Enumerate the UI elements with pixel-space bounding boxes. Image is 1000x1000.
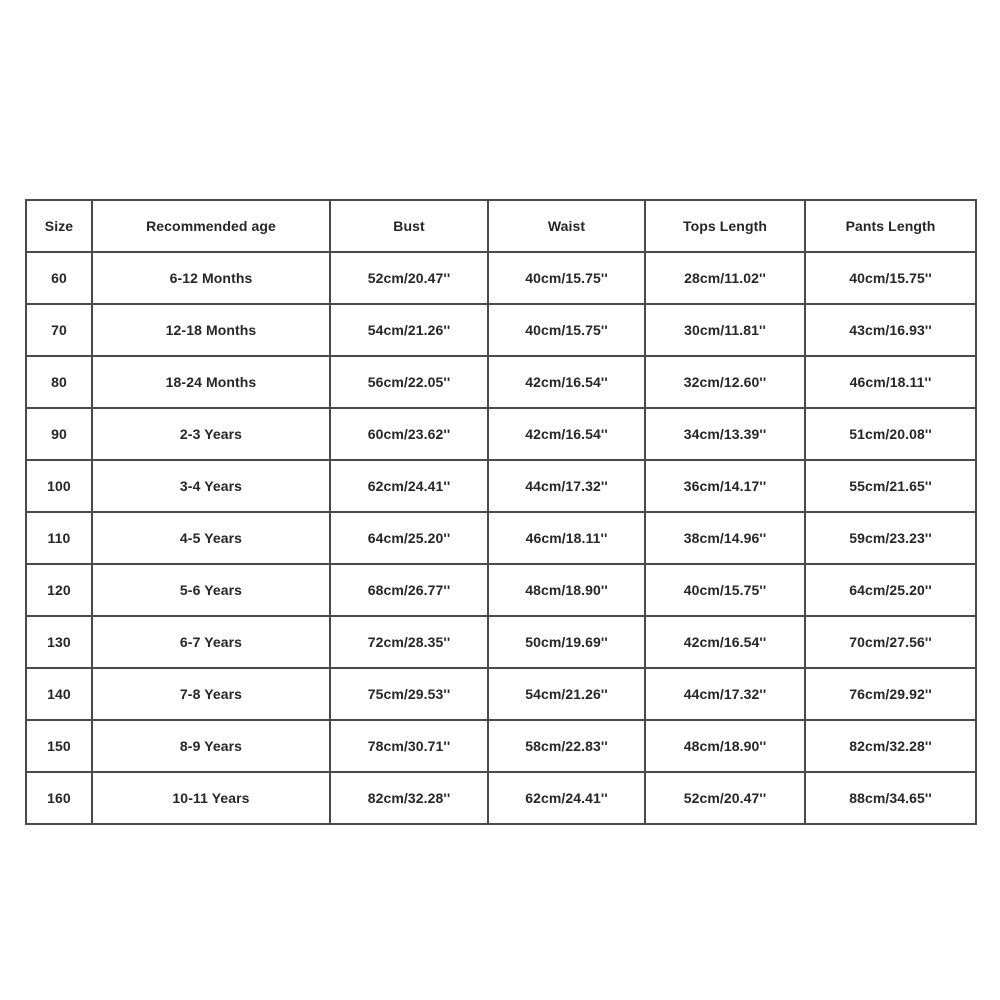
- cell-waist: 46cm/18.11'': [488, 512, 645, 564]
- cell-pants-length: 88cm/34.65'': [805, 772, 976, 824]
- cell-tops-length: 36cm/14.17'': [645, 460, 805, 512]
- cell-recommended-age: 4-5 Years: [92, 512, 330, 564]
- cell-pants-length: 76cm/29.92'': [805, 668, 976, 720]
- cell-waist: 62cm/24.41'': [488, 772, 645, 824]
- cell-bust: 82cm/32.28'': [330, 772, 488, 824]
- cell-recommended-age: 12-18 Months: [92, 304, 330, 356]
- cell-size: 130: [26, 616, 92, 668]
- table-row: [26, 252, 976, 304]
- cell-size: 160: [26, 772, 92, 824]
- cell-pants-length: 59cm/23.23'': [805, 512, 976, 564]
- cell-recommended-age: 8-9 Years: [92, 720, 330, 772]
- header-row: [26, 200, 976, 252]
- cell-bust: 78cm/30.71'': [330, 720, 488, 772]
- cell-tops-length: 44cm/17.32'': [645, 668, 805, 720]
- table-row: [26, 616, 976, 668]
- cell-pants-length: 55cm/21.65'': [805, 460, 976, 512]
- size-chart-table: [25, 199, 977, 825]
- cell-size: 90: [26, 408, 92, 460]
- cell-tops-length: 34cm/13.39'': [645, 408, 805, 460]
- cell-size: 150: [26, 720, 92, 772]
- cell-tops-length: 42cm/16.54'': [645, 616, 805, 668]
- cell-size: 120: [26, 564, 92, 616]
- cell-tops-length: 48cm/18.90'': [645, 720, 805, 772]
- cell-bust: 72cm/28.35'': [330, 616, 488, 668]
- cell-waist: 40cm/15.75'': [488, 304, 645, 356]
- cell-size: 100: [26, 460, 92, 512]
- cell-pants-length: 40cm/15.75'': [805, 252, 976, 304]
- cell-waist: 42cm/16.54'': [488, 356, 645, 408]
- cell-recommended-age: 6-12 Months: [92, 252, 330, 304]
- cell-pants-length: 70cm/27.56'': [805, 616, 976, 668]
- cell-recommended-age: 5-6 Years: [92, 564, 330, 616]
- table-row: [26, 772, 976, 824]
- cell-waist: 54cm/21.26'': [488, 668, 645, 720]
- cell-bust: 64cm/25.20'': [330, 512, 488, 564]
- header-pants-length: Pants Length: [805, 200, 976, 252]
- cell-bust: 54cm/21.26'': [330, 304, 488, 356]
- table-row: [26, 512, 976, 564]
- header-size: Size: [26, 200, 92, 252]
- cell-size: 70: [26, 304, 92, 356]
- cell-pants-length: 51cm/20.08'': [805, 408, 976, 460]
- cell-pants-length: 46cm/18.11'': [805, 356, 976, 408]
- cell-recommended-age: 18-24 Months: [92, 356, 330, 408]
- cell-waist: 50cm/19.69'': [488, 616, 645, 668]
- cell-tops-length: 52cm/20.47'': [645, 772, 805, 824]
- cell-recommended-age: 6-7 Years: [92, 616, 330, 668]
- cell-recommended-age: 2-3 Years: [92, 408, 330, 460]
- cell-recommended-age: 3-4 Years: [92, 460, 330, 512]
- table-row: [26, 564, 976, 616]
- table-row: [26, 356, 976, 408]
- cell-recommended-age: 7-8 Years: [92, 668, 330, 720]
- cell-tops-length: 38cm/14.96'': [645, 512, 805, 564]
- cell-size: 60: [26, 252, 92, 304]
- cell-size: 110: [26, 512, 92, 564]
- cell-recommended-age: 10-11 Years: [92, 772, 330, 824]
- cell-bust: 56cm/22.05'': [330, 356, 488, 408]
- table-row: [26, 460, 976, 512]
- cell-waist: 42cm/16.54'': [488, 408, 645, 460]
- cell-waist: 40cm/15.75'': [488, 252, 645, 304]
- cell-bust: 52cm/20.47'': [330, 252, 488, 304]
- table-row: [26, 668, 976, 720]
- table-body: [26, 252, 976, 824]
- header-waist: Waist: [488, 200, 645, 252]
- cell-pants-length: 43cm/16.93'': [805, 304, 976, 356]
- cell-bust: 62cm/24.41'': [330, 460, 488, 512]
- cell-bust: 68cm/26.77'': [330, 564, 488, 616]
- cell-waist: 48cm/18.90'': [488, 564, 645, 616]
- cell-pants-length: 64cm/25.20'': [805, 564, 976, 616]
- cell-tops-length: 28cm/11.02'': [645, 252, 805, 304]
- header-bust: Bust: [330, 200, 488, 252]
- cell-tops-length: 40cm/15.75'': [645, 564, 805, 616]
- cell-waist: 58cm/22.83'': [488, 720, 645, 772]
- cell-bust: 60cm/23.62'': [330, 408, 488, 460]
- cell-size: 80: [26, 356, 92, 408]
- cell-waist: 44cm/17.32'': [488, 460, 645, 512]
- header-tops-length: Tops Length: [645, 200, 805, 252]
- table-row: [26, 304, 976, 356]
- table-row: [26, 408, 976, 460]
- header-recommended-age: Recommended age: [92, 200, 330, 252]
- cell-size: 140: [26, 668, 92, 720]
- cell-bust: 75cm/29.53'': [330, 668, 488, 720]
- cell-tops-length: 32cm/12.60'': [645, 356, 805, 408]
- table-row: [26, 720, 976, 772]
- cell-pants-length: 82cm/32.28'': [805, 720, 976, 772]
- cell-tops-length: 30cm/11.81'': [645, 304, 805, 356]
